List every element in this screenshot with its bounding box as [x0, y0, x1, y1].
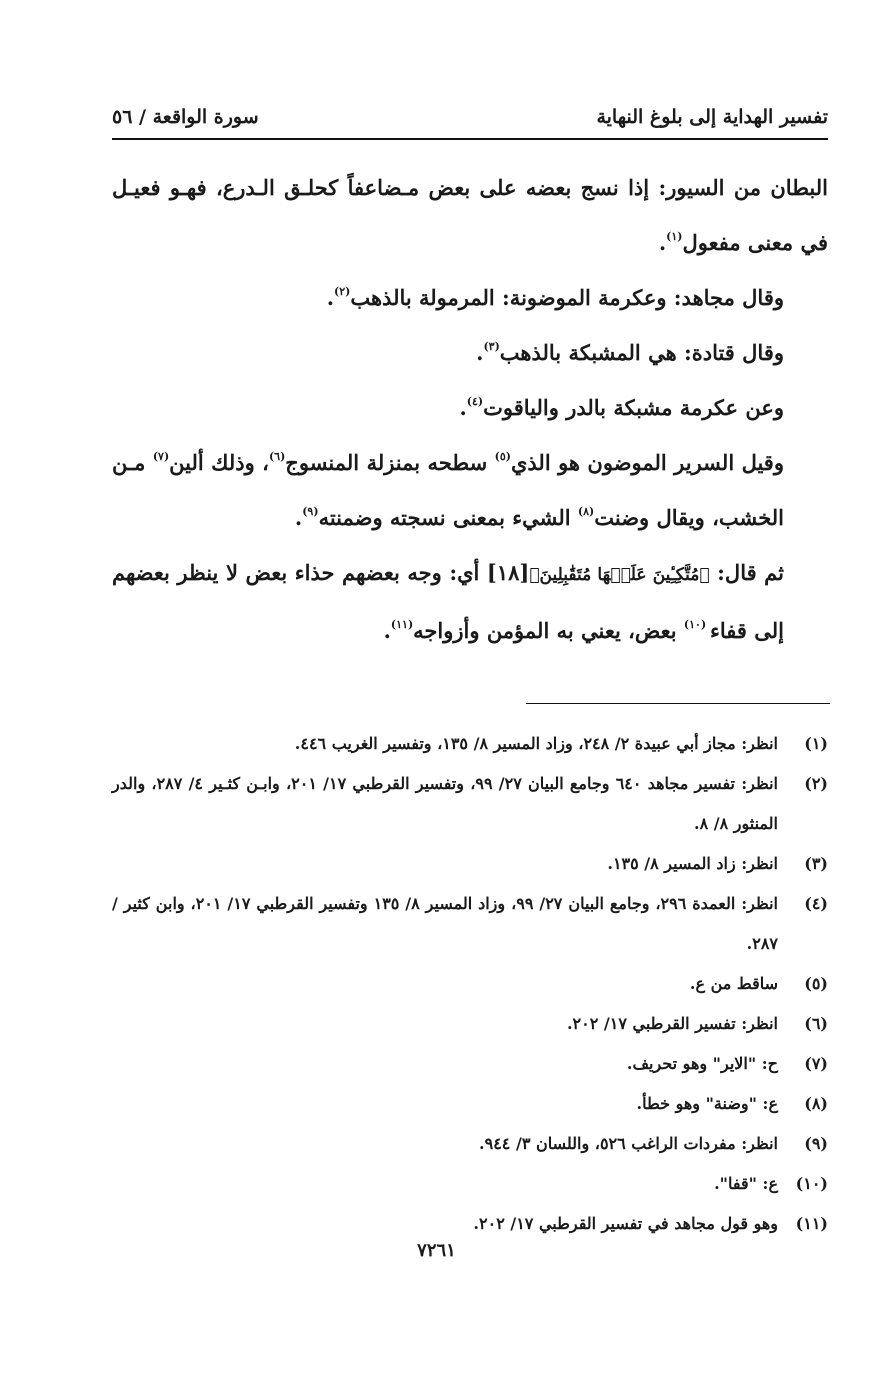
footnote-text: انظر: تفسير مجاهد ٦٤٠ وجامع البيان ٢٧/ ٩٩، وتفسير القرطبي ١٧/ ٢٠١، وابـن كثـير ٤/ ٢٨٧، والدر المنثور ٨/ ٨. — [112, 774, 778, 833]
paragraph-text: البطان من السيور: إذا نسج بعضه على بعض مـضاعفاً كحلـق الـدرع، فهـو فعيـل في معنى مفعول — [112, 175, 828, 255]
paragraph-text: وقال مجاهد: وعكرمة الموضونة: المرمولة بالذهب — [350, 285, 784, 310]
footnote — [112, 764, 828, 844]
footnote-number: (٥) — [804, 974, 828, 993]
book-title: تفسير الهداية إلى بلوغ النهاية — [596, 106, 828, 128]
footnote-ref: (٣) — [483, 340, 500, 353]
quran-verse: ﴿مُتَّكِـِٔينَ عَلَيۡهَا مُتَقَٰبِلِينَ﴾ — [529, 565, 710, 585]
footnote — [112, 844, 828, 884]
footnote-text: انظر: مجاز أبي عبيدة ٢/ ٢٤٨، وزاد المسير ٨/ ١٣٥، وتفسير الغريب ٤٤٦. — [294, 734, 778, 753]
footnote-number: (٦) — [804, 1014, 828, 1033]
footnote-text: وهو قول مجاهد في تفسير القرطبي ١٧/ ٢٠٢. — [473, 1214, 778, 1233]
footnote-text: انظر: العمدة ٢٩٦، وجامع البيان ٢٧/ ٩٩، وزاد المسير ٨/ ١٣٥ وتفسير القرطبي ١٧/ ٢٠١، وابن كثير / ٢٨٧. — [112, 894, 778, 953]
period: . — [383, 618, 391, 643]
paragraph-1 — [112, 160, 828, 270]
footnote — [112, 884, 828, 964]
footnote-number: (٨) — [804, 1094, 828, 1113]
footnotes-list — [112, 724, 828, 1244]
page-number: ٧٢٦١ — [417, 1240, 456, 1261]
footnote-number: (٩) — [804, 1134, 828, 1153]
period: . — [658, 230, 667, 255]
paragraph-2 — [112, 270, 828, 325]
footnote-text: انظر: مفردات الراغب ٥٢٦، واللسان ٣/ ٩٤٤. — [479, 1134, 778, 1153]
main-text — [112, 160, 828, 658]
footnote — [112, 964, 828, 1004]
footnote-ref: (٨) — [577, 505, 595, 518]
footnote — [112, 1204, 828, 1244]
footnote-ref: (٤) — [466, 395, 484, 408]
footnote — [112, 724, 828, 764]
footnote-ref: (٩) — [302, 505, 319, 518]
footnote-number: (٣) — [804, 854, 828, 873]
footnote-separator — [526, 703, 830, 704]
paragraph-text: وقيل السرير الموضون هو الذي — [510, 450, 784, 475]
running-header — [112, 100, 828, 134]
footnote — [112, 1004, 828, 1044]
period: . — [326, 285, 334, 310]
footnote-text: ع: "وضنة" وهو خطأ. — [636, 1094, 778, 1113]
footnote-text: انظر: زاد المسير ٨/ ١٣٥. — [607, 854, 778, 873]
paragraph-6 — [112, 545, 828, 658]
footnote — [112, 1044, 828, 1084]
period: . — [294, 505, 303, 530]
period: . — [459, 395, 467, 420]
footnote-ref: (٦) — [268, 450, 286, 463]
footnote-text: ساقط من ع. — [689, 974, 778, 993]
footnote-number: (١) — [804, 734, 828, 753]
paragraph-3 — [112, 325, 828, 380]
footnote-text: ح: "الاير" وهو تحريف. — [626, 1054, 778, 1073]
paragraph-text: بعض، يعني به المؤمن وأزواجه — [413, 618, 684, 643]
footnote-ref: (٥) — [494, 450, 511, 463]
footnote-text: ع: "قفا". — [714, 1174, 778, 1193]
footnote-ref: (٧) — [152, 450, 170, 463]
paragraph-text: مـن الخشب، ويقال وضنت — [112, 450, 784, 530]
footnote-ref: (٢) — [334, 285, 351, 298]
footnote-number: (١١) — [795, 1214, 828, 1233]
paragraph-text: [١٨] أي: وجه بعضهم حذاء بعض لا ينظر بعضهم إلى قفاء — [112, 560, 784, 643]
paragraph-text: الشيء بمعنى نسجته وضمنته — [318, 505, 578, 530]
header-rule — [112, 138, 828, 140]
surah-page-label: سورة الواقعة / ٥٦ — [112, 106, 259, 128]
paragraph-5 — [112, 435, 828, 545]
footnote — [112, 1084, 828, 1124]
footnote — [112, 1164, 828, 1204]
footnote-number: (٤) — [804, 894, 828, 913]
footnote-number: (٢) — [804, 774, 828, 793]
paragraph-text: ، وذلك ألين — [169, 450, 269, 475]
footnote-ref: (١٠) — [683, 618, 711, 631]
paragraph-text: وقال قتادة: هي المشبكة بالذهب — [499, 340, 784, 365]
paragraph-text: وعن عكرمة مشبكة بالدر والياقوت — [483, 395, 784, 420]
footnote-ref: (١١) — [390, 618, 414, 631]
period: . — [476, 340, 484, 365]
paragraph-4 — [112, 380, 828, 435]
footnote — [112, 1124, 828, 1164]
footnote-ref: (١) — [666, 230, 683, 243]
paragraph-text: سطحه بمنزلة المنسوج — [285, 450, 495, 475]
footnote-number: (٧) — [804, 1054, 828, 1073]
footnote-text: انظر: تفسير القرطبي ١٧/ ٢٠٢. — [566, 1014, 778, 1033]
paragraph-text: ثم قال: — [709, 560, 785, 585]
footnote-number: (١٠) — [795, 1174, 828, 1193]
